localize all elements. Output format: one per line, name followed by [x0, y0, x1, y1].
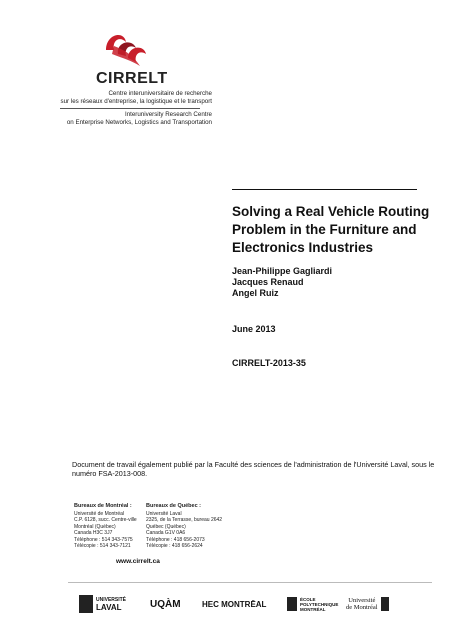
- poly-line: ÉCOLE: [300, 596, 316, 602]
- centre-description-en: [60, 111, 212, 127]
- hec-logo: [202, 592, 266, 616]
- address-line: C.P. 6128, succ. Centre-ville: [74, 517, 137, 523]
- poly-line: MONTRÉAL: [300, 606, 326, 612]
- title-rule: [232, 189, 417, 190]
- address-line: Canada G1V 0A6: [146, 530, 186, 536]
- office-heading: Bureaux de Québec :: [146, 503, 202, 509]
- address-line: 2325, de la Terrasse, bureau 2642: [146, 517, 223, 523]
- udem-logo: [346, 592, 389, 616]
- laval-line: LAVAL: [96, 603, 122, 612]
- uqam-logo: [150, 592, 181, 616]
- address-line: Télécopie : 418 656-2624: [146, 543, 203, 549]
- address-line: Montréal (Québec): [74, 523, 116, 530]
- laval-crest-icon: [79, 595, 93, 613]
- polytechnique-logo: [287, 592, 338, 616]
- centre-description-fr: [60, 90, 212, 106]
- address-line: Québec (Québec): [146, 523, 186, 530]
- publication-date: June 2013: [232, 324, 276, 334]
- author: Jean-Philippe Gagliardi: [232, 266, 333, 276]
- address-line: Téléphone : 418 656-2073: [146, 536, 205, 543]
- uqam-wordmark: UQÀM: [150, 598, 181, 610]
- paper-title: Solving a Real Vehicle Routing Problem in the Furniture and Electronics Industries: [232, 204, 430, 255]
- office-heading: Bureaux de Montréal :: [74, 503, 132, 509]
- poly-crest-icon: [287, 597, 297, 611]
- author: Jacques Renaud: [232, 277, 304, 287]
- cirrelt-logo-icon: [96, 24, 156, 70]
- author-list: [232, 266, 332, 299]
- author: Angel Ruiz: [232, 288, 279, 298]
- address-line: Téléphone : 514 343-7575: [74, 536, 133, 543]
- address-line: Télécopie : 514 343-7121: [74, 543, 131, 549]
- udem-crest-icon: [381, 597, 389, 611]
- logo-divider: [60, 108, 200, 109]
- fr-line: Centre interuniversitaire de recherche: [108, 90, 212, 97]
- udem-line: Université: [348, 597, 376, 604]
- address-line: Canada H3C 3J7: [74, 530, 113, 536]
- en-line: on Enterprise Networks, Logistics and Transportation: [66, 119, 212, 126]
- address-line: Université Laval: [146, 510, 182, 517]
- laval-logo: [79, 592, 126, 616]
- website-link[interactable]: www.cirrelt.ca: [116, 558, 160, 565]
- office-quebec: [146, 503, 231, 550]
- address-line: Université de Montréal: [74, 510, 125, 517]
- footer-divider: [68, 582, 432, 583]
- report-code: CIRRELT-2013-35: [232, 358, 306, 368]
- en-line: Interuniversity Research Centre: [124, 111, 212, 118]
- publication-note: Document de travail également publié par la Faculté des sciences de l'administration de l'Université Laval, sous le numéro FSA-2013-008.: [72, 460, 435, 478]
- fr-line: sur les réseaux d'entreprise, la logistique et le transport: [60, 98, 212, 105]
- poly-line: POLYTECHNIQUE: [300, 601, 339, 607]
- hec-wordmark: HEC MONTRĒAL: [202, 599, 267, 609]
- udem-line: de Montréal: [346, 604, 378, 611]
- laval-line: UNIVERSITÉ: [96, 597, 127, 603]
- logo-wordmark: CIRRELT: [96, 70, 168, 87]
